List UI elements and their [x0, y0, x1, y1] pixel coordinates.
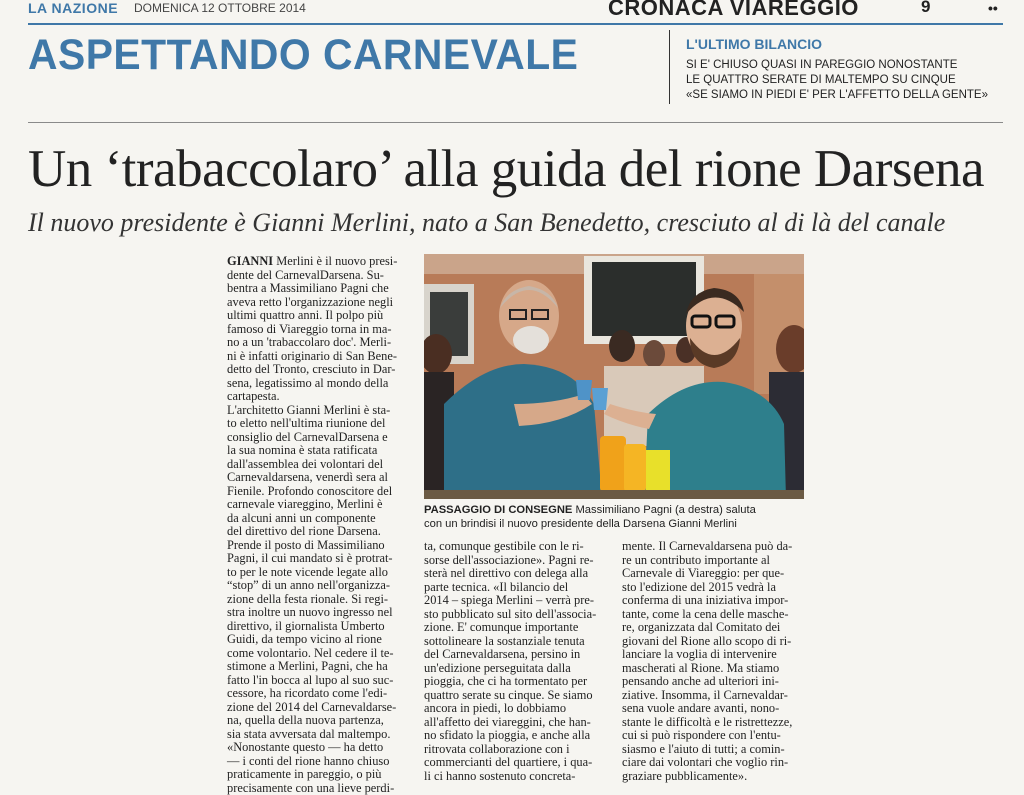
article-line: famoso di Viareggio torna in ma- — [227, 323, 413, 337]
article-line: “stop” di un anno nell'organizza- — [227, 579, 413, 593]
article-line: direttivo, il giornalista Umberto — [227, 620, 413, 634]
article-photo — [424, 254, 804, 499]
headline: Un ‘trabaccolaro’ alla guida del rione Darsena — [28, 138, 984, 200]
article-line: «Nonostante questo — ha detto — [227, 741, 413, 755]
article-line: li ci hanno sostenuto concreta- — [424, 770, 610, 784]
article-line: stra inoltre un nuovo ingresso nel — [227, 606, 413, 620]
article-line: ancora in piedi, lo dobbiamo — [424, 702, 610, 716]
article-line: dall'assemblea dei volontari del — [227, 458, 413, 472]
article-line: ritrovata collaborazione con i — [424, 743, 610, 757]
article-line: — i conti del rione hanno chiuso — [227, 755, 413, 769]
article-line: to per le note vicende legate allo — [227, 566, 413, 580]
caption-line: con un brindisi il nuovo presidente della Darsena Gianni Merlini — [424, 518, 804, 532]
article-column-2 — [424, 540, 610, 783]
article-line: cui si può rispondere con l'entu- — [622, 729, 808, 743]
article-column-1 — [227, 255, 413, 795]
article-line: bentra a Massimiliano Pagni che — [227, 282, 413, 296]
article-line: commercianti del quartiere, i qua- — [424, 756, 610, 770]
article-line: detto del Tronto, cresciuto in Dar- — [227, 363, 413, 377]
caption-line — [424, 504, 804, 518]
article-line: da alcuni anni un componente — [227, 512, 413, 526]
article-line: precisamente con una lieve perdi- — [227, 782, 413, 795]
article-line: graziare pubblicamente». — [622, 770, 808, 784]
masthead — [0, 0, 1024, 24]
article-line: re un contributo importante al — [622, 554, 808, 568]
article-line: come volontario. Nel cedere il te- — [227, 647, 413, 661]
sidebox-line: LE QUATTRO SERATE DI MALTEMPO SU CINQUE — [686, 73, 956, 87]
article-line: cessore, ha ricordato come l'edi- — [227, 687, 413, 701]
article-line: no sfidato la pioggia, e anche alla — [424, 729, 610, 743]
article-line: conferma di una iniziativa impor- — [622, 594, 808, 608]
article-line: pensando anche ad ulteriori ini- — [622, 675, 808, 689]
article-lead-word: GIANNI — [227, 254, 273, 268]
photo-two-men-toasting-icon — [424, 254, 804, 499]
article-line: ta, comunque gestibile con le ri- — [424, 540, 610, 554]
article-line: lanciare la voglia di intervenire — [622, 648, 808, 662]
article-line: Fienile. Profondo conoscitore del — [227, 485, 413, 499]
article-line: pioggia, che ci ha tormentato per — [424, 675, 610, 689]
article-line: praticamente in pareggio, o più — [227, 768, 413, 782]
article-line: ultimi quattro anni. Il polpo più — [227, 309, 413, 323]
article-line: sterà nel direttivo con delega alla — [424, 567, 610, 581]
article-line: no a un 'trabaccolaro doc'. Merli- — [227, 336, 413, 350]
article-line: tante, come la cena delle masche- — [622, 608, 808, 622]
article-line: stimone a Merlini, Pagni, che ha — [227, 660, 413, 674]
article-line: ni è infatti originario di San Bene- — [227, 350, 413, 364]
article-line: L'architetto Gianni Merlini è sta- — [227, 404, 413, 418]
article-line: stante le difficoltà e le ristrettezze, — [622, 716, 808, 730]
article-line: sia stata avversata dal maltempo. — [227, 728, 413, 742]
article-line: siasmo e l'aiuto di tutti; a comin- — [622, 743, 808, 757]
article-line: zione della festa rionale. Si regi- — [227, 593, 413, 607]
article-line: Guidi, da tempo vicino al rione — [227, 633, 413, 647]
article-line: carnevale viareggino, Merlini è — [227, 498, 413, 512]
article-line: un'edizione perseguitata dalla — [424, 662, 610, 676]
article-line: giovani del Rione allo scopo di ri- — [622, 635, 808, 649]
article-line: sto l'edizione del 2015 vedrà la — [622, 581, 808, 595]
photo-caption — [424, 504, 804, 531]
header-divider — [28, 122, 1003, 123]
article-line: Pagni, il cui mandato si è protrat- — [227, 552, 413, 566]
article-line: re, organizzata dal Comitato dei — [622, 621, 808, 635]
article-line: sto pubblicato sul sito dell'associa- — [424, 608, 610, 622]
article-line — [227, 255, 413, 269]
caption-text: Massimiliano Pagni (a destra) saluta — [572, 504, 755, 516]
page-dots: •• — [988, 0, 998, 16]
section-title: CRONACA VIAREGGIO — [608, 0, 859, 21]
newspaper-name: LA NAZIONE — [28, 0, 118, 16]
article-line: 2014 – spiega Merlini – verrà pre- — [424, 594, 610, 608]
article-line: fatto l'in bocca al lupo al suo suc- — [227, 674, 413, 688]
kicker: ASPETTANDO CARNEVALE — [28, 30, 578, 80]
article-line: all'affetto dei viareggini, che han- — [424, 716, 610, 730]
article-line: mascherati al Rione. Ma stiamo — [622, 662, 808, 676]
article-line: ciare dai volontari che voglio rin- — [622, 756, 808, 770]
article-line: sena vuole andare avanti, nono- — [622, 702, 808, 716]
article-column-3 — [622, 540, 808, 783]
caption-head: PASSAGGIO DI CONSEGNE — [424, 504, 572, 516]
article-line: parte tecnica. «Il bilancio del — [424, 581, 610, 595]
article-line: sottolineare la sostanziale tenuta — [424, 635, 610, 649]
article-line: zione del 2014 del Carnevaldarse- — [227, 701, 413, 715]
article-line: aveva retto l'organizzazione negli — [227, 296, 413, 310]
article-line: del direttivo del rione Darsena. — [227, 525, 413, 539]
article-line: del Carnevaldarsena, persino in — [424, 648, 610, 662]
sidebox-line: «SE SIAMO IN PIEDI E' PER L'AFFETTO DELLA GENTE» — [686, 88, 988, 102]
masthead-rule — [28, 23, 1003, 25]
article-line: dente del CarnevalDarsena. Su- — [227, 269, 413, 283]
article-line: na, quella della nuova partenza, — [227, 714, 413, 728]
article-line: ziative. Insomma, il Carnevaldar- — [622, 689, 808, 703]
article-line: quattro serate su cinque. Se siamo — [424, 689, 610, 703]
sidebox-title: L'ULTIMO BILANCIO — [686, 36, 822, 52]
article-line: sorse dell'associazione». Pagni re- — [424, 554, 610, 568]
article-line: to eletto nell'ultima riunione del — [227, 417, 413, 431]
article-line: la sua nomina è stata ratificata — [227, 444, 413, 458]
article-line: Carnevaldarsena, venerdì sera al — [227, 471, 413, 485]
article-line: mente. Il Carnevaldarsena può da- — [622, 540, 808, 554]
article-line: zione. E' comunque importante — [424, 621, 610, 635]
article-line: consiglio del CarnevalDarsena e — [227, 431, 413, 445]
article-line: cartapesta. — [227, 390, 413, 404]
issue-date: DOMENICA 12 OTTOBRE 2014 — [134, 1, 306, 15]
sidebox-divider — [669, 30, 670, 104]
article-line: Prende il posto di Massimiliano — [227, 539, 413, 553]
subheadline: Il nuovo presidente è Gianni Merlini, nato a San Benedetto, cresciuto al di là del canale — [28, 206, 945, 240]
article-line: Carnevale di Viareggio: per que- — [622, 567, 808, 581]
article-line: sena, legatissimo al mondo della — [227, 377, 413, 391]
page-number: 9 — [921, 0, 930, 17]
article-first-line: Merlini è il nuovo presi- — [273, 254, 397, 268]
sidebox-line: SI E' CHIUSO QUASI IN PAREGGIO NONOSTANTE — [686, 58, 957, 72]
